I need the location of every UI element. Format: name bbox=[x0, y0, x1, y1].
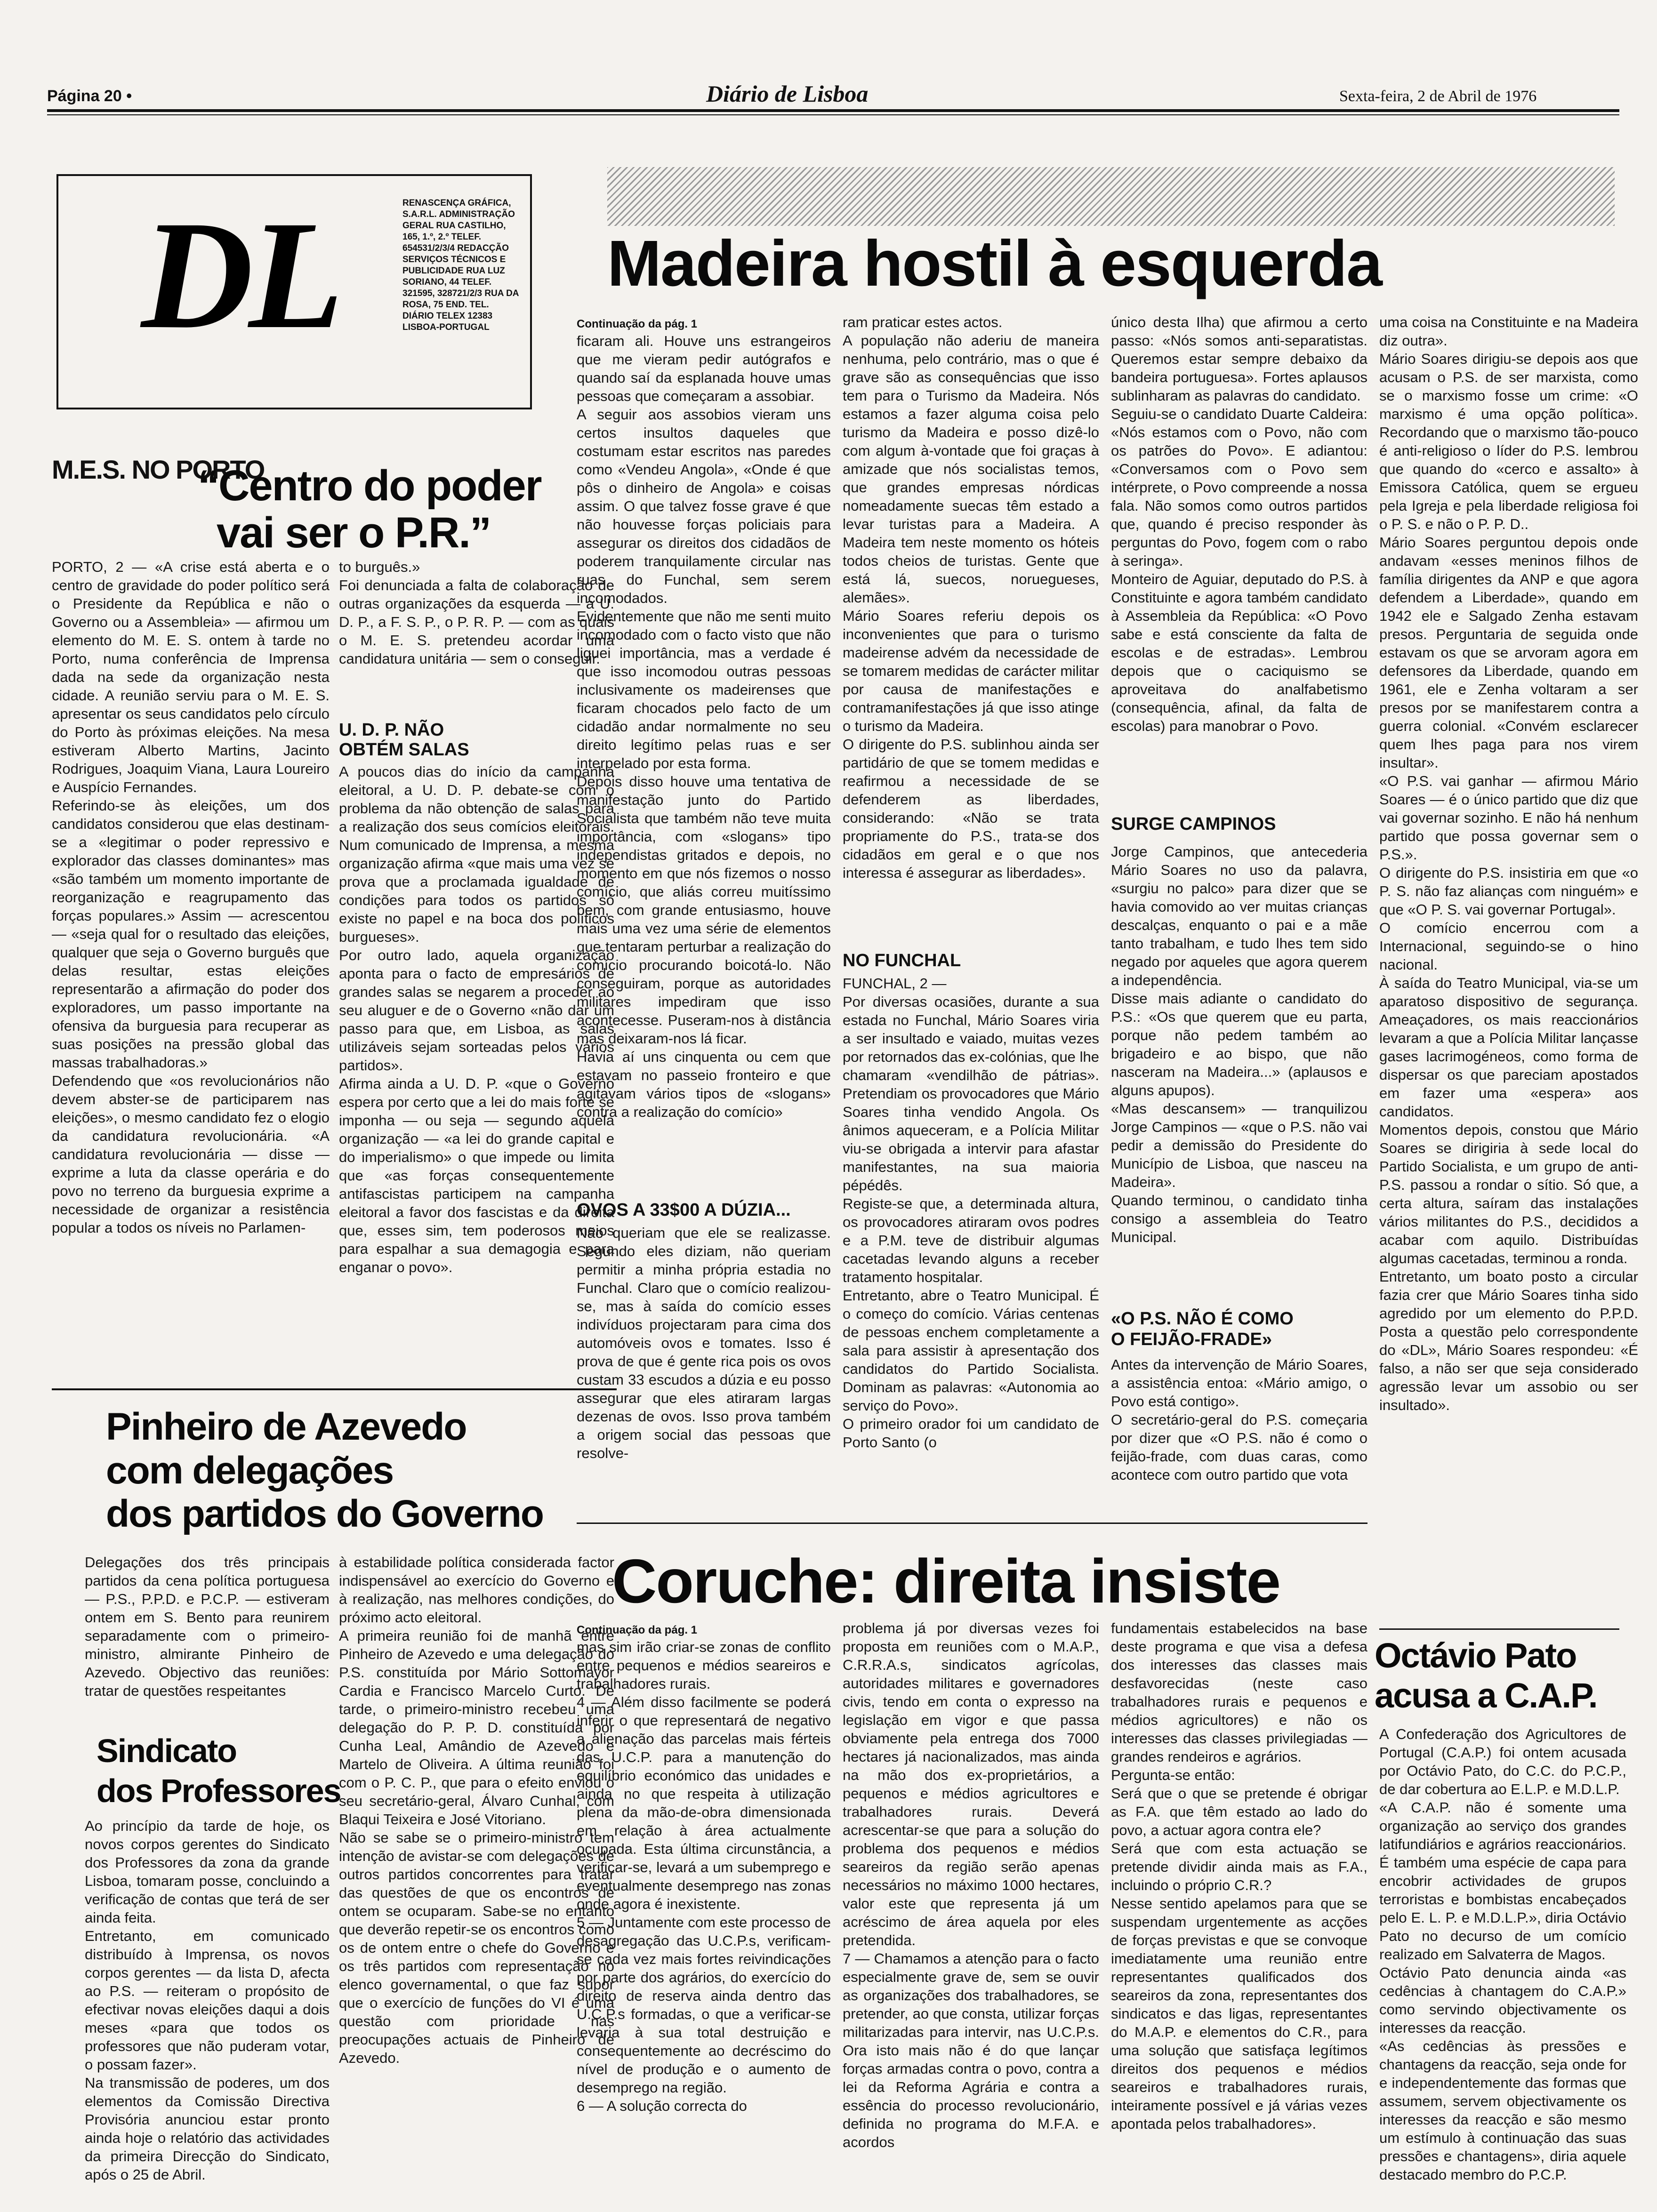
madeira-column-1: ficaram ali. Houve uns estrangeiros que me vieram pedir autógrafos e quando saí da esplanada houve umas pessoas que começaram a assobiar. A seguir aos assobios vieram uns certos insultos daqueles que costumam estar escritos nas paredes como «Vendeu Angola», «Onde é que pôs o dinheiro de Angola» e coisas assim. O que talvez fosse grave é que não houvesse forças policiais para assegurar os direitos dos cidadãos de poderem tranquilamente circular nas ruas do Funchal, sem serem incomodados. Evidentemente que não me senti muito incomodado com o facto visto que não liguei importância, mas a verdade é que isso incomodou outras pessoas inclusivamente os madeirenses que ficaram chocados pelo facto de um cidadão andar normalmente no seu direito legítimo pelas ruas e ser interpelado por esta forma. Depois disso houve uma tentativa de manifestação junto do Partido Socialista que também não teve muita importância, com «slogans» tipo independistas gritados e depois, no momento em que nós fizemos o nosso comício, que aliás correu muitíssimo bem, com grande entusiasmo, houve mais uma vez uma série de elementos que tentaram perturbar a realização do comício procurando boicotá-lo. Não conseguiram, porque as autoridades militares impediram que isso acontecesse. Puseram-nos à distância mas deixaram-nos lá ficar. Havia aí uns cinquenta ou cem que estavam no passeio fronteiro e que agitavam vários tipos de «slogans» contra a realização do comício» bbox=[577, 333, 831, 1120]
masthead: Diário de Lisboa bbox=[706, 80, 869, 107]
coruche-continued: Continuação da pág. 1 bbox=[577, 1624, 698, 1636]
madeira-column-3c: Antes da intervenção de Mário Soares, a assistência entoa: «Mário amigo, o Povo está contigo». O secretário-geral do P.S. começaria por dizer que «O P.S. não é como o feijão-frade, com duas caras, como acontece com outro partido que vota bbox=[1111, 1356, 1367, 1483]
mes-column-1: PORTO, 2 — «A crise está aberta e o centro de gravidade do poder político será o Presidente da República e não o Governo ou a Assembleia» — afirmou um elemento do M. E. S. ontem à tarde no Porto, numa conferência de Imprensa dada na sede da organização nesta cidade. A reunião serviu para o M. E. S. apresentar os seus candidatos pelo círculo do Porto às próximas eleições. Na mesa estiveram Alberto Martins, Jacinto Rodrigues, Joaquim Viana, Laura Loureiro e Auspício Fernandes. Referindo-se às eleições, um dos candidatos considerou que elas destinam-se a «legitimar o poder repressivo e explorador das classes dominantes» mas «são também um momento importante de reorganização e reagrupamento das forças populares.» Assim — acrescentou — «seja qual for o resultado das eleições, qualquer que seja o Governo burguês que delas resultar, estas eleições representarão a afirmação do poder dos exploradores, um passo importante na ofensiva da burguesia para recuperar as suas posições na pressão global das massas trabalhadoras.» Defendendo que «os revolucionários não devem abster-se de participarem nas eleições», o mesmo candidato fez o elogio da candidatura revolucionária. «A candidatura revolucionária — disse — exprime a luta da classe operária e do povo no terreno da burguesia exprime a necessidade de organizar a resistência popular a todos os níveis no Parlamen- bbox=[52, 559, 330, 1236]
divider bbox=[52, 1388, 617, 1390]
madeira-headline: Madeira hostil à esquerda bbox=[607, 227, 1382, 300]
divider-coruche bbox=[577, 1523, 1367, 1524]
pinheiro-column-1: Delegações dos três principais partidos da cena política portuguesa — P.S., P.P.D. e P.C.P. — estiveram ontem em S. Bento para reunirem separadamente com o primeiro-ministro, almirante Pinheiro de Azevedo. Objectivo das reuniões: tratar de questões respeitantes bbox=[85, 1554, 330, 1699]
madeira-column-3: único desta Ilha) que afirmou a certo passo: «Nós somos anti-separatistas. Queremos estar sempre debaixo da bandeira portuguesa». Fortes aplausos sublinharam as palavras do candidato. Seguiu-se o candidato Duarte Caldeira: «Nós estamos com o Povo, não com os patrões do Povo». E adiantou: «Conversamos com o Povo sem intérprete, o Povo compreende a nossa fala. Não somos como outros partidos que, quando é preciso responder às perguntas do Povo, fogem com o rabo à seringa». Monteiro de Aguiar, deputado do P.S. à Constituinte e agora também candidato à Assembleia da República: «O Povo sabe e está consciente da falta de escolas e de estradas». Lembrou depois que o caciquismo se aproveitava do analfabetismo (consequência, afinal, da falta de escolas) para manobrar o Povo. bbox=[1111, 314, 1367, 734]
madeira-column-2b: FUNCHAL, 2 — Por diversas ocasiões, durante a sua estada no Funchal, Mário Soares viria a ser insultado e vaiado, muitas vezes por retornados das ex-colónias, que lhe chamaram «vendilhão de pátrias». Pretendiam os provocadores que Mário Soares tinha vendido Angola. Os ânimos aqueceram, e a Polícia Militar viu-se obrigada a intervir para afastar manifestantes, na sua maioria pépédês. Registe-se que, a determinada altura, os provocadores atiraram ovos podres e a P.M. teve de distribuir algumas cacetadas levando alguns a receber tratamento hospitalar. Entretanto, abre o Teatro Municipal. É o começo do comício. Várias centenas de pessoas enchem completamente a sala para assistir à apresentação dos candidatos do Partido Socialista. Dominam as palavras: «Autonomia ao serviço do Povo». O primeiro orador foi um candidato de Porto Santo (o bbox=[843, 975, 1099, 1451]
mes-column-2a: to burguês.» Foi denunciada a falta de colaboração de outras organizações da esquerda — a U. D. P., a F. S. P., o P. R. P. — com as quais o M. E. S. pretendeu acordar uma candidatura unitária — sem o conseguir. bbox=[339, 559, 614, 667]
campinos-subhead: SURGE CAMPINOS bbox=[1111, 814, 1276, 834]
octavio-body: A Confederação dos Agricultores de Portugal (C.A.P.) foi ontem acusada por Octávio Pato, do C.C. do P.C.P., de dar cobertura ao E.L.P. e M.D.L.P. «A C.A.P. não é somente uma organização ao serviço dos grandes latifundiários e agrários reaccionários. É também uma espécie de capa para encobrir actividades de grupos terroristas e bombistas encabeçados pelo E. L. P. e M.D.L.P.», diria Octávio Pato no decurso de um comício realizado em Salvaterra de Magos. Octávio Pato denuncia ainda «as cedências à chantagem do C.A.P.» como servindo objectivamente os interesses da reacção. «As cedências às pressões e chantagens da reacção, seja onde for e independentemente das formas que assumem, servem objectivamente os interesses da reacção e são mesmo um estímulo à continuação das suas pressões e chantagens», diria aquele destacado membro do P.C.P. bbox=[1379, 1726, 1626, 2183]
sindicato-headline-2: dos Professores bbox=[97, 1772, 341, 1809]
madeira-column-3b: Jorge Campinos, que antecederia Mário Soares no uso da palavra, «surgiu no palco» para dizer que se havia comovido ao ver muitas crianças descalças, enquanto o pai e a mãe tanto trabalham, e tudo lhes tem sido negado por aqueles que agora querem a independência. Disse mais adiante o candidato do P.S.: «Os que querem que eu parta, porque não pedem também ao brigadeiro e ao bispo, que não nasceram na Madeira...» (aplausos e alguns apupos). «Mas descansem» — tranquilizou Jorge Campinos — «que o P.S. não vai pedir a demissão do Presidente do Município de Lisboa, que nasceu na Madeira». Quando terminou, o candidato tinha consigo a assembleia do Teatro Municipal. bbox=[1111, 843, 1367, 1245]
sindicato-body: Ao princípio da tarde de hoje, os novos corpos gerentes do Sindicato dos Professores da zona da grande Lisboa, tomaram posse, concluindo a verificação de contas que terá de ser ainda feita. Entretanto, em comunicado distribuído à Imprensa, os novos corpos gerentes — da lista D, afecta ao P.S. — reiteram o propósito de efectivar novas eleições daqui a dois meses «para que todos os professores que não puderam votar, o possam fazer». Na transmissão de poderes, um dos elementos da Comissão Directiva Provisória anunciou estar pronto ainda hoje o relatório das actividades da primeira Direcção do Sindicato, após o 25 de Abril. bbox=[85, 1818, 330, 2183]
madeira-column-1b: Não queriam que ele se realizasse. Segundo eles diziam, não queriam permitir a minha própria estadia no Funchal. Claro que o comício realizou-se, mas à saída do comício esses indivíduos projectaram para cima dos automóveis ovos e tomates. Isso é prova de que é gente rica pois os ovos custam 33 escudos a dúzia e eu posso assegurar que eles atiraram largas dezenas de ovos. Isso prova também a origem social das pessoas que resolve- bbox=[577, 1225, 831, 1461]
divider-octavio bbox=[1379, 1628, 1619, 1630]
header-rule-thin bbox=[47, 114, 1619, 115]
pinheiro-headline-1: Pinheiro de Azevedo bbox=[106, 1405, 467, 1448]
coruche-headline: Coruche: direita insiste bbox=[612, 1547, 1280, 1616]
octavio-headline-1: Octávio Pato bbox=[1375, 1636, 1577, 1675]
sindicato-headline-1: Sindicato bbox=[97, 1732, 237, 1769]
page-number: Página 20 • bbox=[47, 87, 132, 105]
mes-kicker: M.E.S. NO PORTO bbox=[52, 455, 265, 484]
madeira-column-2: ram praticar estes actos. A população não aderiu de maneira nenhuma, pelo contrário, mas o que é grave são as consequências que isso tem para o Turismo da Madeira. Nós estamos a fazer alguma coisa pelo turismo da Madeira e posso dizê-lo com algum à-vontade que foi graças à amizade que nós socialistas temos, que grandes empresas nórdicas nomeadamente suecas têm estado a levar turistas para a Madeira. A Madeira tem neste momento os hóteis todos cheios de turistas. Gente que está lá, suecos, noruegueses, alemães». Mário Soares referiu depois os inconvenientes que para o turismo madeirense advém da necessidade de se tomarem medidas de carácter militar por causa de manifestações e contramanifestações já que isso atinge o turismo da Madeira. O dirigente do P.S. sublinhou ainda ser partidário de que se tomem medidas e reafirmou a necessidade de se defenderem as liberdades, considerando: «Não se trata propriamente do P.S., trata-se dos cidadãos em geral e o que nos interessa é assegurar as liberdades». bbox=[843, 314, 1099, 881]
mes-column-2b: A poucos dias do início da campanha eleitoral, a U. D. P. debate-se com o problema da não obtenção de salas para a realização dos seus comícios eleitorais. Num comunicado de Imprensa, a mesma organização afirma «que mais uma vez se prova que a proclamada igualdade de condições para todos os partidos só existe no papel e na boca dos políticos burgueses». Por outro lado, aquela organização aponta para o facto de empresários de grandes salas se negarem a proceder ao seu aluguer e de o Governo «não dar um passo para que, em Lisboa, as salas utilizáveis sejam sorteadas pelos vários partidos». Afirma ainda a U. D. P. «que o Governo espera por certo que a lei do mais forte se imponha — ou seja — segundo aquela organização — «a lei do grande capital e do imperialismo» o que impede ou limita que «as forças consequentemente antifascistas participem na campanha eleitoral a favor dos fascistas e da direita que, esses sim, tem poderosos meios para espalhar a sua demagogia e para enganar o povo». bbox=[339, 763, 614, 1275]
ovos-subhead: OVOS A 33$00 A DÚZIA... bbox=[577, 1200, 791, 1220]
coruche-column-3: fundamentais estabelecidos na base deste programa e que visa a defesa dos interesses das classes mais desfavorecidas (neste caso trabalhadores rurais e pequenos e médios agricultores) e não os interesses das classes privilegiadas — grandes rendeiros e agrários. Pergunta-se então: Será que o que se pretende é obrigar as F.A. que têm estado ao lado do povo, a actuar agora contra ele? Será que com esta actuação se pretende dividir ainda mais as F.A., incluindo o próprio C.R.? Nesse sentido apelamos para que se suspendam urgentemente as acções de forças previstas e que se convoque imediatamente uma reunião entre representantes qualificados dos seareiros da zona, representantes dos sindicatos e das ligas, representantes do M.A.P. e elementos do C.R., para uma solução que satisfaça legítimos direitos dos pequenos e médios seareiros e trabalhadores rurais, inteiramente possível e já várias vezes apontada pelos trabalhadores». bbox=[1111, 1620, 1367, 2132]
madeira-continued: Continuação da pág. 1 bbox=[577, 318, 698, 330]
pinheiro-headline-3: dos partidos do Governo bbox=[106, 1492, 543, 1535]
imprint: RENASCENÇA GRÁFICA, S.A.R.L. ADMINISTRAÇÃO GERAL RUA CASTILHO, 165, 1.º, 2.º TELEF. 654531/2/3/4 REDACÇÃO SERVIÇOS TÉCNICOS E PUBLICIDADE RUA LUZ SORIANO, 44 TELEF. 321595, 328721/2/3 RUA DA ROSA, 75 END. TEL. DIÁRIO TELEX 12383 LISBOA-PORTUGAL bbox=[402, 198, 519, 332]
madeira-column-4: uma coisa na Constituinte e na Madeira diz outra». Mário Soares dirigiu-se depois aos que acusam o P.S. de ser marxista, como se o marxismo fosse um crime: «O marxismo é uma opção política». Recordando que o marxismo tão-pouco é anti-religioso o líder do P.S. lembrou que quando do «cerco e assalto» à Emissora Católica, quem se ergueu pela Igreja e pela liberdade religiosa foi o P. S. e não o P. P. D.. Mário Soares perguntou depois onde andavam «esses meninos filhos de família dirigentes da ANP e que agora defendem a Liberdade», quando em 1942 ele e Salgado Zenha estavam presos. Perguntaria de seguida onde estavam os que se arvoram agora em defensores da Liberdade, quando em 1961, ele e Zenha voltaram a ser presos por se manifestarem contra a guerra colonial. «Convém esclarecer quem lhes paga para nos virem insultar». «O P.S. vai ganhar — afirmou Mário Soares — é o único partido que diz que vai governar sozinho. E não há nenhum partido que possa governar sem o P.S.». O dirigente do P.S. insistiria em que «o P. S. não faz alianças com ninguém» e que «O P. S. vai governar Portugal». O comício encerrou com a Internacional, seguindo-se o hino nacional. À saída do Teatro Municipal, via-se um aparatoso dispositivo de segurança. Ameaçadores, os mais reaccionários levaram a que a Polícia Militar lançasse gases lacrimogéneos, como forma de dispersar os que pareciam apostados em fazer uma «espera» aos candidatos. Momentos depois, constou que Mário Soares se dirigiria à sede local do Partido Socialista, e um grupo de anti-P.S. passou a rondar o sítio. Só que, a certa altura, saíram das instalações vários militantes do P.S., decididos a acabar com aquilo. Distribuídas algumas cacetadas, terminou a ronda. Entretanto, um boato posto a circular fazia crer que Mário Soares tinha sido agredido por um elemento do P.P.D. Posta a questão pelo correspondente do «DL», Mário Soares respondeu: «É falso, a não ser que seja considerado agressão levar um assobio ou ser insultado». bbox=[1379, 314, 1638, 1413]
coruche-column-2: problema já por diversas vezes foi proposta em reuniões com o M.A.P., C.R.R.A.s, sindicatos agrícolas, autoridades militares e governadores civis, tendo em conta o expresso na legislação em vigor e que passa obviamente pela entrega dos 7000 hectares já nacionalizados, mas ainda na mão dos ex-proprietários, a pequenos e médios agricultores e trabalhadores rurais. Deverá acrescentar-se que para a solução do problema dos pequenos e médios seareiros da região serão apenas necessários no máximo 1000 hectares, valor este que representa já um acréscimo de área aquela por eles pretendida. 7 — Chamamos a atenção para o facto especialmente grave de, sem se ouvir as organizações dos trabalhadores, se pretender, ao que consta, utilizar forças militarizadas para intervir, nas U.C.P.s. Ora isto mais não é do que lançar forças armadas contra o povo, contra a lei da Reforma Agrária e contra a essência do processo revolucionário, definida no programa do M.F.A. e acordos bbox=[843, 1620, 1099, 2150]
dl-logo: DL bbox=[141, 189, 339, 361]
issue-date: Sexta-feira, 2 de Abril de 1976 bbox=[1339, 88, 1537, 105]
header-rule bbox=[47, 109, 1619, 112]
coruche-column-1: mas sim irão criar-se zonas de conflito entre pequenos e médios seareiros e trabalhadores rurais. 4 — Além disso facilmente se poderá inferir o que representará de negativo a alienação das parcelas mais férteis das U.C.P. para a manutenção do equilíbrio económico das unidades e ainda no que respeita à utilização plena da mão-de-obra dimensionada em relação à área actualmente ocupada. Esta última circunstância, a verificar-se, levará a um subemprego e eventualmente desemprego nas zonas onde agora é inexistente. 5 — Juntamente com este processo de desagregação das U.C.P.s, verificam-se cada vez mais fortes reivindicações por parte dos agrários, do exercício do direito de reserva ainda dentro das U.C.P.s formadas, o que a verificar-se levaria à sua total destruição e consequentemente ao decréscimo do nível de produção e o aumento de desemprego na região. 6 — A solução correcta do bbox=[577, 1639, 831, 2114]
pinheiro-headline-2: com delegações bbox=[106, 1449, 394, 1492]
feijao-subhead: «O P.S. NÃO É COMO O FEIJÃO-FRADE» bbox=[1111, 1309, 1294, 1349]
pinheiro-column-2: à estabilidade política considerada factor indispensável ao exercício do Governo e à realização, nas melhores condições, do próximo acto eleitoral. A primeira reunião foi de manhã entre Pinheiro de Azevedo e uma delegação do P.S. constituída por Mário Sottomayor Cardia e Francisco Marcelo Curto. De tarde, o primeiro-ministro recebeu uma delegação do P. P. D. constituída por Cunha Leal, Amândio de Azevedo e Martelo de Oliveira. A última reunião foi com o P. C. P., que para o efeito enviou o seu secretário-geral, Álvaro Cunhal, com Blaqui Teixeira e José Vitoriano. Não se sabe se o primeiro-ministro tem intenção de avistar-se com delegações de outros partidos concorrentes para tratar das questões de que os encontros de ontem se ocuparam. Sabe-se no entanto que deverão repetir-se os encontros como os de ontem entre o chefe do Governo e os três partidos com representação no elenco governamental, o que faz supor que o exercício de funções do VI é uma questão com prioridade nas preocupações actuais de Pinheiro de Azevedo. bbox=[339, 1554, 614, 2066]
hatched-banner bbox=[607, 167, 1615, 226]
udp-subhead: U. D. P. NÃO OBTÉM SALAS bbox=[339, 720, 469, 760]
octavio-headline-2: acusa a C.A.P. bbox=[1375, 1676, 1597, 1715]
mes-headline-line1: “Centro do poder bbox=[198, 462, 541, 510]
funchal-subhead: NO FUNCHAL bbox=[843, 951, 961, 970]
mes-headline-line2: vai ser o P.R.” bbox=[217, 509, 491, 557]
